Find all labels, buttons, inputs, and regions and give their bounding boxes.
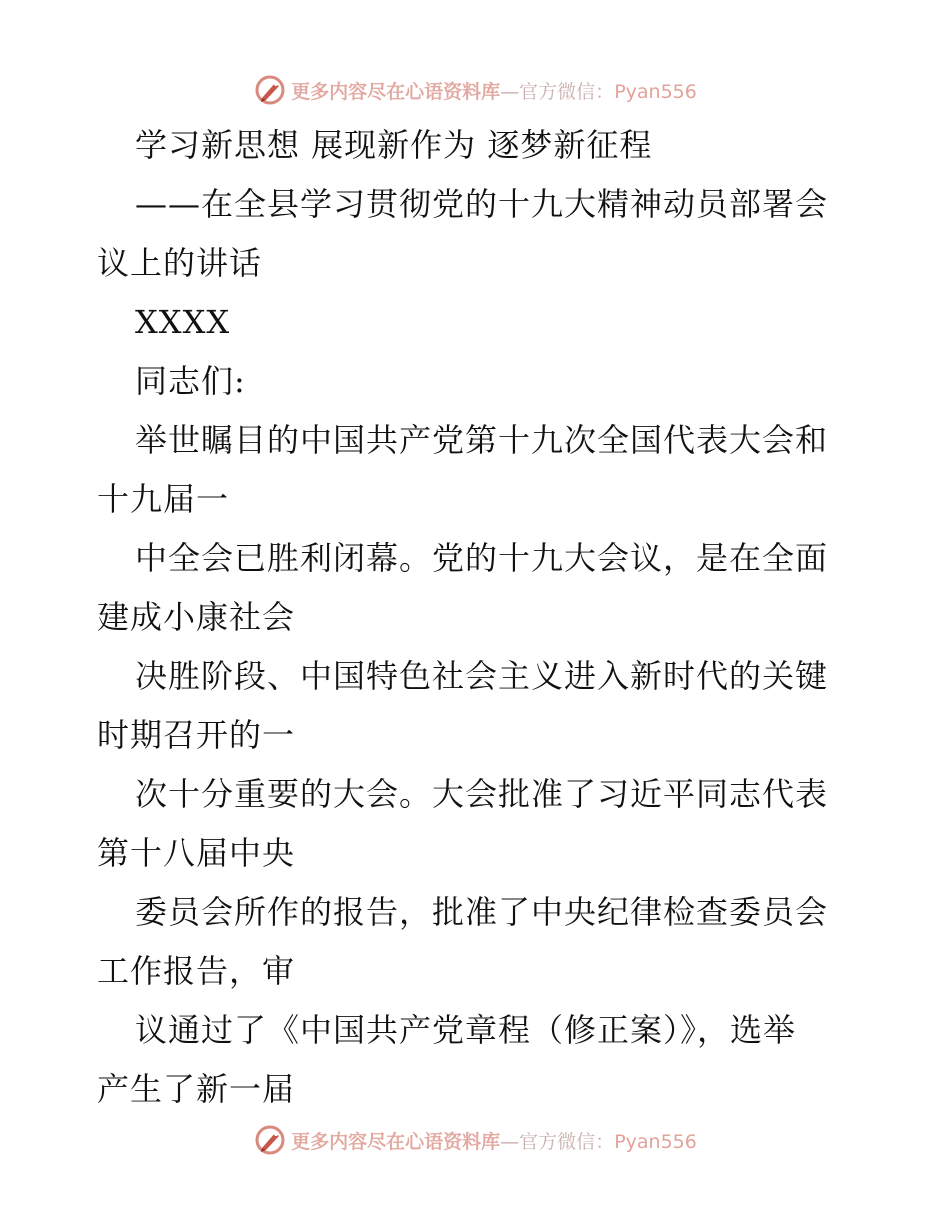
watermark-separator: — [500,1130,520,1153]
text-line: 时期召开的一 [97,716,296,754]
footer-watermark [0,1120,950,1160]
text-line: 议通过了《中国共产党章程（修正案）》，选举 [135,1011,797,1049]
watermark-site: 更多内容尽在心语资料库 [291,1130,501,1153]
watermark-wechat-id: Pyan556 [614,80,697,103]
pen-logo-icon [253,73,287,107]
text-line: 次十分重要的大会。大会批准了习近平同志代表 [135,775,829,813]
watermark-site: 更多内容尽在心语资料库 [291,80,501,103]
text-line: 十九届一 [97,480,230,518]
text-line: 举世瞩目的中国共产党第十九次全国代表大会和 [135,421,829,459]
watermark-separator: — [500,80,520,103]
text-line: 议上的讲话 [97,244,263,282]
watermark-label: 官方微信： [519,80,615,103]
text-line: XXXX [135,303,231,341]
text-line: 第十八届中央 [97,834,296,872]
text-line: 同志们: [135,362,246,400]
header-watermark [0,70,950,110]
text-line: 学习新思想 展现新作为 逐梦新征程 [135,126,653,164]
watermark-wechat-id: Pyan556 [614,1130,697,1153]
text-line: 工作报告，审 [97,952,296,990]
document-body [97,116,857,1119]
pen-logo-icon [253,1123,287,1157]
text-line: 委员会所作的报告，批准了中央纪律检查委员会 [135,893,829,931]
text-line: 产生了新一届 [97,1070,296,1108]
text-line: 决胜阶段、中国特色社会主义进入新时代的关键 [135,657,829,695]
watermark-text [291,77,697,104]
text-line: 中全会已胜利闭幕。党的十九大会议，是在全面 [135,539,829,577]
text-line: ——在全县学习贯彻党的十九大精神动员部署会 [135,185,829,223]
watermark-label: 官方微信： [519,1130,615,1153]
watermark-text [291,1127,697,1154]
text-line: 建成小康社会 [97,598,296,636]
